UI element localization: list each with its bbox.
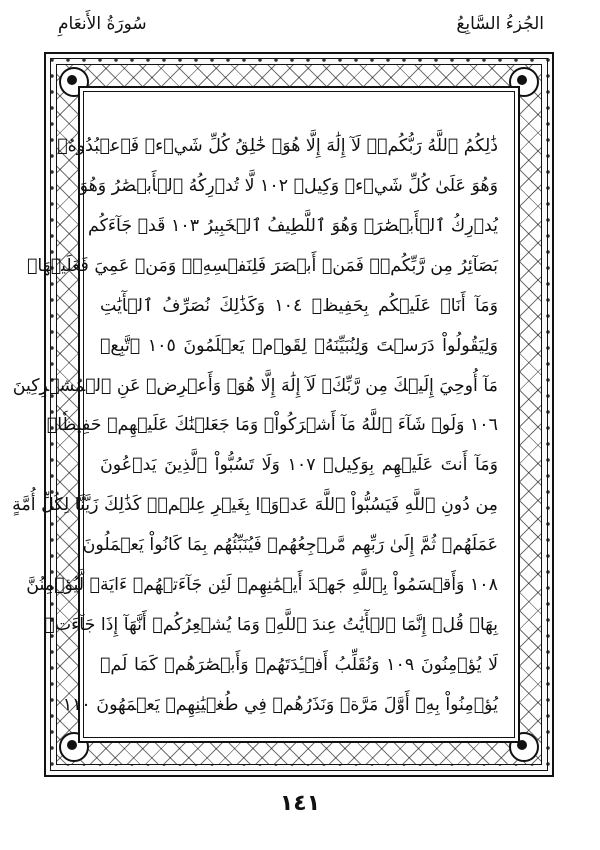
text-line: مِن دُونِ ٱللَّهِ فَيَسُبُّواْ ٱللَّهَ عَدۡوَۢا بِغَيۡرِ عِلۡمٖۗ كَذَٰلِكَ زَيَّنَّا لِكُلِّ أُمَّةٍ — [12, 495, 498, 516]
verse-lines — [12, 132, 499, 719]
ornamental-frame — [12, 52, 554, 777]
text-line: يُؤۡمِنُواْ بِهِۦٓ أَوَّلَ مَرَّةٖ وَنَذَرُهُمۡ فِي طُغۡيَٰنِهِمۡ يَعۡمَهُونَ ١١٠ — [62, 694, 498, 715]
page-number: ١٤١ — [279, 791, 321, 816]
text-line: لَا يُؤۡمِنُونَ ١٠٩ وَنُقَلِّبُ أَفۡـِٔدَتَهُمۡ وَأَبۡصَٰرَهُمۡ كَمَا لَمۡ — [100, 654, 499, 675]
text-line: وَمَآ أَنَا۠ عَلَيۡكُم بِحَفِيظٖ ١٠٤ وَكَذَٰلِكَ نُصَرِّفُ ٱلۡأٓيَٰتِ — [100, 295, 498, 316]
text-line: ١٠٦ وَلَوۡ شَآءَ ٱللَّهُ مَآ أَشۡرَكُواْۗ وَمَا جَعَلۡنَٰكَ عَلَيۡهِمۡ حَفِيظٗاۖ — [46, 415, 498, 436]
text-line: بَصَآئِرُ مِن رَّبِّكُمۡۖ فَمَنۡ أَبۡصَرَ فَلِنَفۡسِهِۦۖ وَمَنۡ عَمِيَ فَعَلَيۡهَاۚ — [26, 255, 498, 276]
text-line: مَآ أُوحِيَ إِلَيۡكَ مِن رَّبِّكَۖ لَآ إِلَٰهَ إِلَّا هُوَۖ وَأَعۡرِضۡ عَنِ ٱلۡمُشۡرِكِينَ — [12, 375, 498, 396]
surah-title: سُورَةُ الأَنعَامِ — [58, 14, 147, 34]
text-line: بِهَاۚ قُلۡ إِنَّمَا ٱلۡأٓيَٰتُ عِندَ ٱللَّهِۖ وَمَا يُشۡعِرُكُمۡ أَنَّهَآ إِذَا جَآءَتۡ — [44, 615, 498, 636]
juz-title: الجُزءُ السَّابِعُ — [456, 14, 544, 34]
text-line: يُدۡرِكُ ٱلۡأَبۡصَٰرَۖ وَهُوَ ٱللَّطِيفُ ٱلۡخَبِيرُ ١٠٣ قَدۡ جَآءَكُم — [88, 215, 498, 236]
text-line: وَهُوَ عَلَىٰ كُلِّ شَيۡءٖ وَكِيلٞ ١٠٢ لَّا تُدۡرِكُهُ ٱلۡأَبۡصَٰرُ وَهُوَ — [79, 175, 498, 196]
text-panel — [12, 86, 520, 743]
text-line: وَمَآ أَنتَ عَلَيۡهِم بِوَكِيلٖ ١٠٧ وَلَا تَسُبُّواْ ٱلَّذِينَ يَدۡعُونَ — [100, 455, 498, 476]
text-line: ذَٰلِكُمُ ٱللَّهُ رَبُّكُمۡۖ لَآ إِلَٰهَ إِلَّا هُوَۖ خَٰلِقُ كُلِّ شَيۡءٖ فَٱعۡبُدُوهُۚ — [57, 136, 498, 156]
text-line: عَمَلَهُمۡ ثُمَّ إِلَىٰ رَبِّهِم مَّرۡجِعُهُمۡ فَيُنَبِّئُهُم بِمَا كَانُواْ يَعۡمَلُونَ — [82, 535, 498, 556]
text-line: وَلِيَقُولُواْ دَرَسۡتَ وَلِنُبَيِّنَهُۥ لِقَوۡمٖ يَعۡلَمُونَ ١٠٥ ٱتَّبِعۡ — [100, 335, 498, 356]
text-line: ١٠٨ وَأَقۡسَمُواْ بِٱللَّهِ جَهۡدَ أَيۡمَٰنِهِمۡ لَئِن جَآءَتۡهُمۡ ءَايَةٞ لَّيُؤۡمِنُنَّ — [26, 575, 498, 596]
